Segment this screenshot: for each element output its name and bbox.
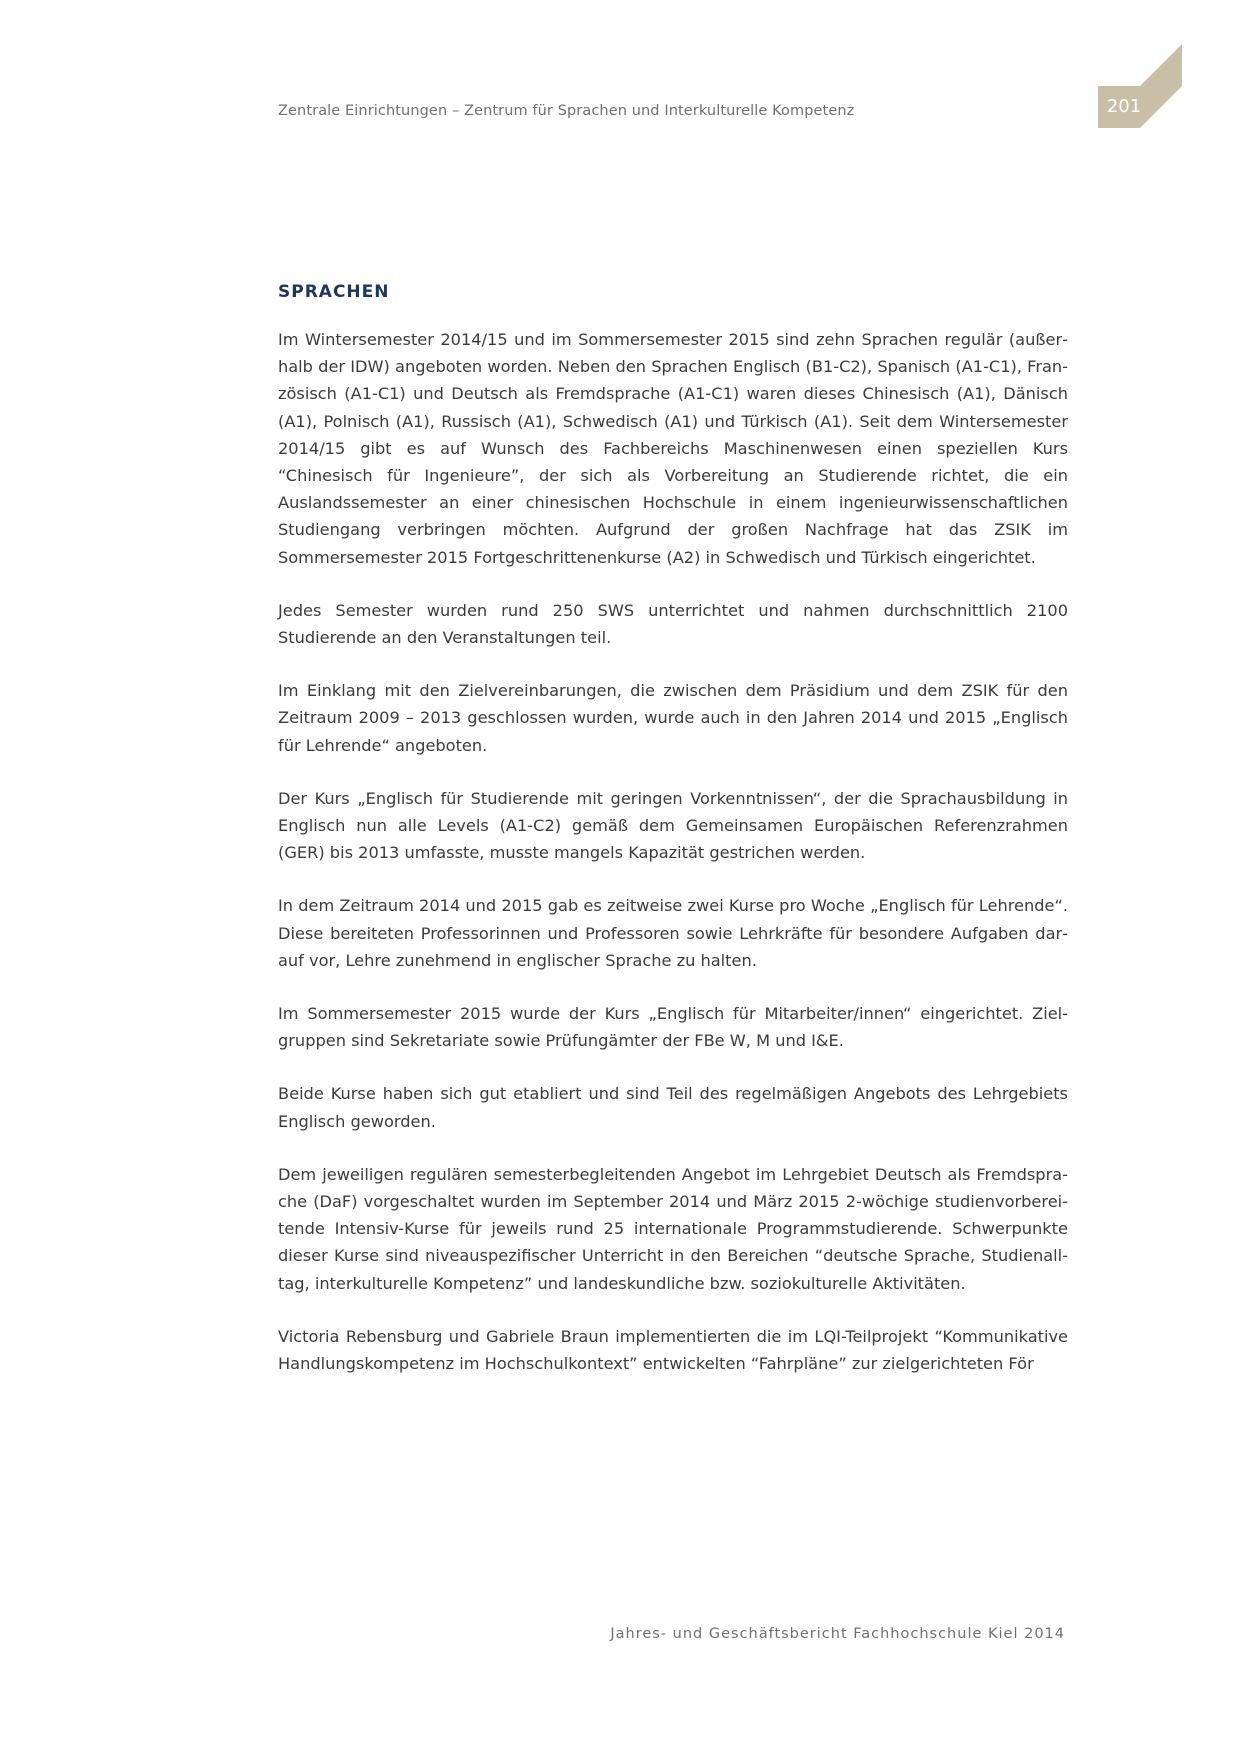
paragraph: Der Kurs „Englisch für Studierende mit geringen Vorkenntnissen“, der die Sprachausbildung in Englisch nun alle Levels (A1-C2) gemäß dem Gemeinsamen Europäischen Referenzrahmen (GER) bis 2013 umfasste, musste mangels Kapazität gestrichen werden. [278,788,1068,863]
paragraph: Victoria Rebensburg und Gabriele Braun implementierten die im LQI-Teilprojekt “Kommunikative Handlungskompetenz im Hochschulkontext” entwickelten “Fahrpläne” zur zielgerichteten För [278,1326,1068,1374]
paragraph: Im Sommersemester 2015 wurde der Kurs „Englisch für Mitarbeiter/innen“ eingerichtet. Zielgruppen sind Sekretariate sowie Prüfungämter der FBe W, M und I&E. [278,1004,1068,1051]
paragraph: Dem jeweiligen regulären semesterbegleitenden Angebot im Lehrgebiet Deutsch als Fremdsprache (DaF) vorgeschaltet wurden im September 2014 und März 2015 2-wöchige studienvorbereitende Intensiv-Kurse für jeweils rund 25 internationale Programmstudierende. Schwerpunkte dieser Kurse sind niveauspezifischer Unterricht in den Bereichen “deutsche Sprache, Studienalltag, interkulturelle Kompetenz” und landeskundliche bzw. soziokulturelle Aktivitäten. [278,1164,1068,1293]
running-footer: Jahres- und Geschäftsbericht Fachhochschule Kiel 2014 [610,1626,1065,1642]
paragraph: Im Einklang mit den Zielvereinbarungen, die zwischen dem Präsidium und dem ZSIK für den Zeitraum 2009 – 2013 geschlossen wurden, wurde auch in den Jahren 2014 und 2015 „Englisch für Lehrende“ angeboten. [278,681,1068,755]
paragraph: Im Wintersemester 2014/15 und im Sommersemester 2015 sind zehn Sprachen regulär (außerhalb der IDW) angeboten worden. Neben den Sprachen Englisch (B1-C2), Spanisch (A1-C1), Französisch (A1-C1) und Deutsch als Fremdsprache (A1-C1) waren dieses Chinesisch (A1), Dänisch (A1), Polnisch (A1), Russisch (A1), Schwedisch (A1) und Türkisch (A1). Seit dem Wintersemester 2014/15 gibt es auf Wunsch des Fachbereichs Maschinenwesen einen speziellen Kurs “Chinesisch für Ingenieure”, der sich als Vorbereitung an Studierende richtet, die ein Auslandssemester an einer chinesischen Hochschule in einem ingenieurwissenschaftlichen Studiengang verbringen möchten. Aufgrund der großen Nachfrage hat das ZSIK im Sommersemester 2015 Fortgeschrittenenkurse (A2) in Schwedisch und Türkisch eingerichtet. [278,330,1068,567]
main-content [278,280,1068,1403]
paragraph: Jedes Semester wurden rund 250 SWS unterrichtet und nahmen durchschnittlich 2100 Studierende an den Veranstaltungen teil. [278,600,1068,648]
section-title: SPRACHEN [278,282,390,302]
paragraph: In dem Zeitraum 2014 und 2015 gab es zeitweise zwei Kurse pro Woche „Englisch für Lehrende“. Diese bereiteten Professorinnen und Professoren sowie Lehrkräfte für besondere Aufgaben darauf vor, Lehre zunehmend in englischer Sprache zu halten. [278,896,1068,970]
running-header: Zentrale Einrichtungen – Zentrum für Sprachen und Interkulturelle Kompetenz [278,103,855,119]
page-number: 201 [1106,96,1142,117]
paragraph: Beide Kurse haben sich gut etabliert und sind Teil des regelmäßigen Angebots des Lehrgebiets Englisch geworden. [278,1084,1068,1131]
